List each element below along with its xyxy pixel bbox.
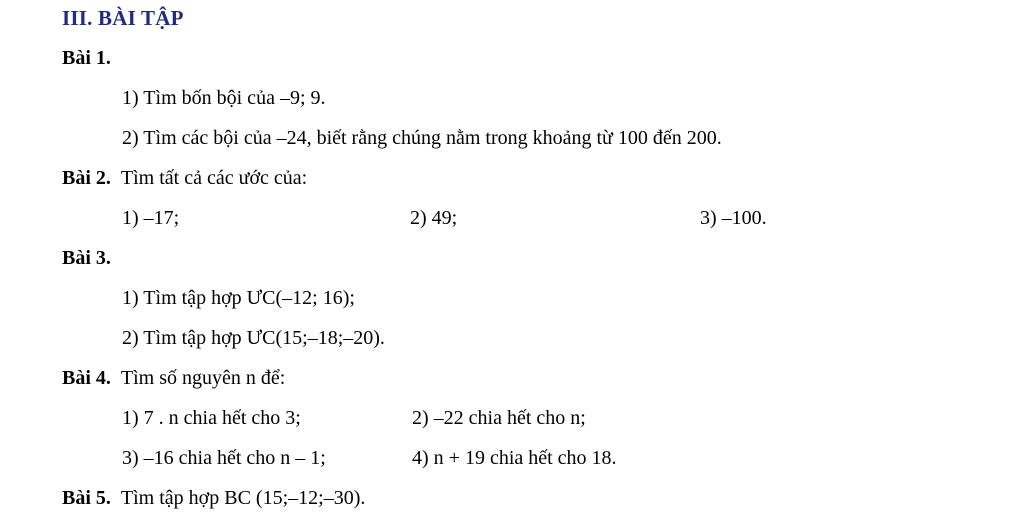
exercise-prompt-5: Tìm tập hợp BC (15;–12;–30). [120,487,366,509]
exercise-item-text: 3) –100. [700,207,767,229]
exercise-item-text: 1) Tìm bốn bội của –9; 9. [122,87,326,109]
exercise-item-text: 2) 49; [410,207,458,229]
exercise-item-text: 1) –17; [122,207,180,229]
exercise-item-text: 1) Tìm tập hợp ƯC(–12; 16); [122,287,355,309]
exercise-item-text: 1) 7 . n chia hết cho 3; [122,407,301,429]
exercise-heading-5 [62,486,365,510]
exercise-item-text: 4) n + 19 chia hết cho 18. [412,447,617,469]
exercise-prompt-4: Tìm số nguyên n để: [120,367,286,389]
exercise-item-3-2 [122,326,385,350]
exercise-label-3: Bài 3. [62,247,111,269]
exercise-label-4: Bài 4. [62,367,111,389]
exercise-prompt-2: Tìm tất cả các ước của: [120,167,308,189]
exercise-item-text: 2) Tìm các bội của –24, biết rằng chúng nằm trong khoảng từ 100 đến 200. [122,127,722,149]
exercise-item-4-2 [122,446,617,470]
exercise-item-4-1 [122,406,586,430]
exercise-item-2-1 [122,206,767,230]
exercise-heading-1 [62,46,111,70]
section-heading: III. BÀI TẬP [62,6,184,30]
exercise-heading-3 [62,246,111,270]
exercise-label-5: Bài 5. [62,487,111,509]
exercise-heading-2 [62,166,307,190]
exercise-item-text: 2) Tìm tập hợp ƯC(15;–18;–20). [122,327,385,349]
exercise-item-1-2 [122,126,722,150]
exercise-label-2: Bài 2. [62,167,111,189]
exercise-heading-4 [62,366,285,390]
exercise-item-text: 3) –16 chia hết cho n – 1; [122,447,326,469]
exercise-item-text: 2) –22 chia hết cho n; [412,407,586,429]
exercise-item-1-1 [122,86,326,110]
exercise-item-3-1 [122,286,355,310]
exercise-label-1: Bài 1. [62,47,111,69]
